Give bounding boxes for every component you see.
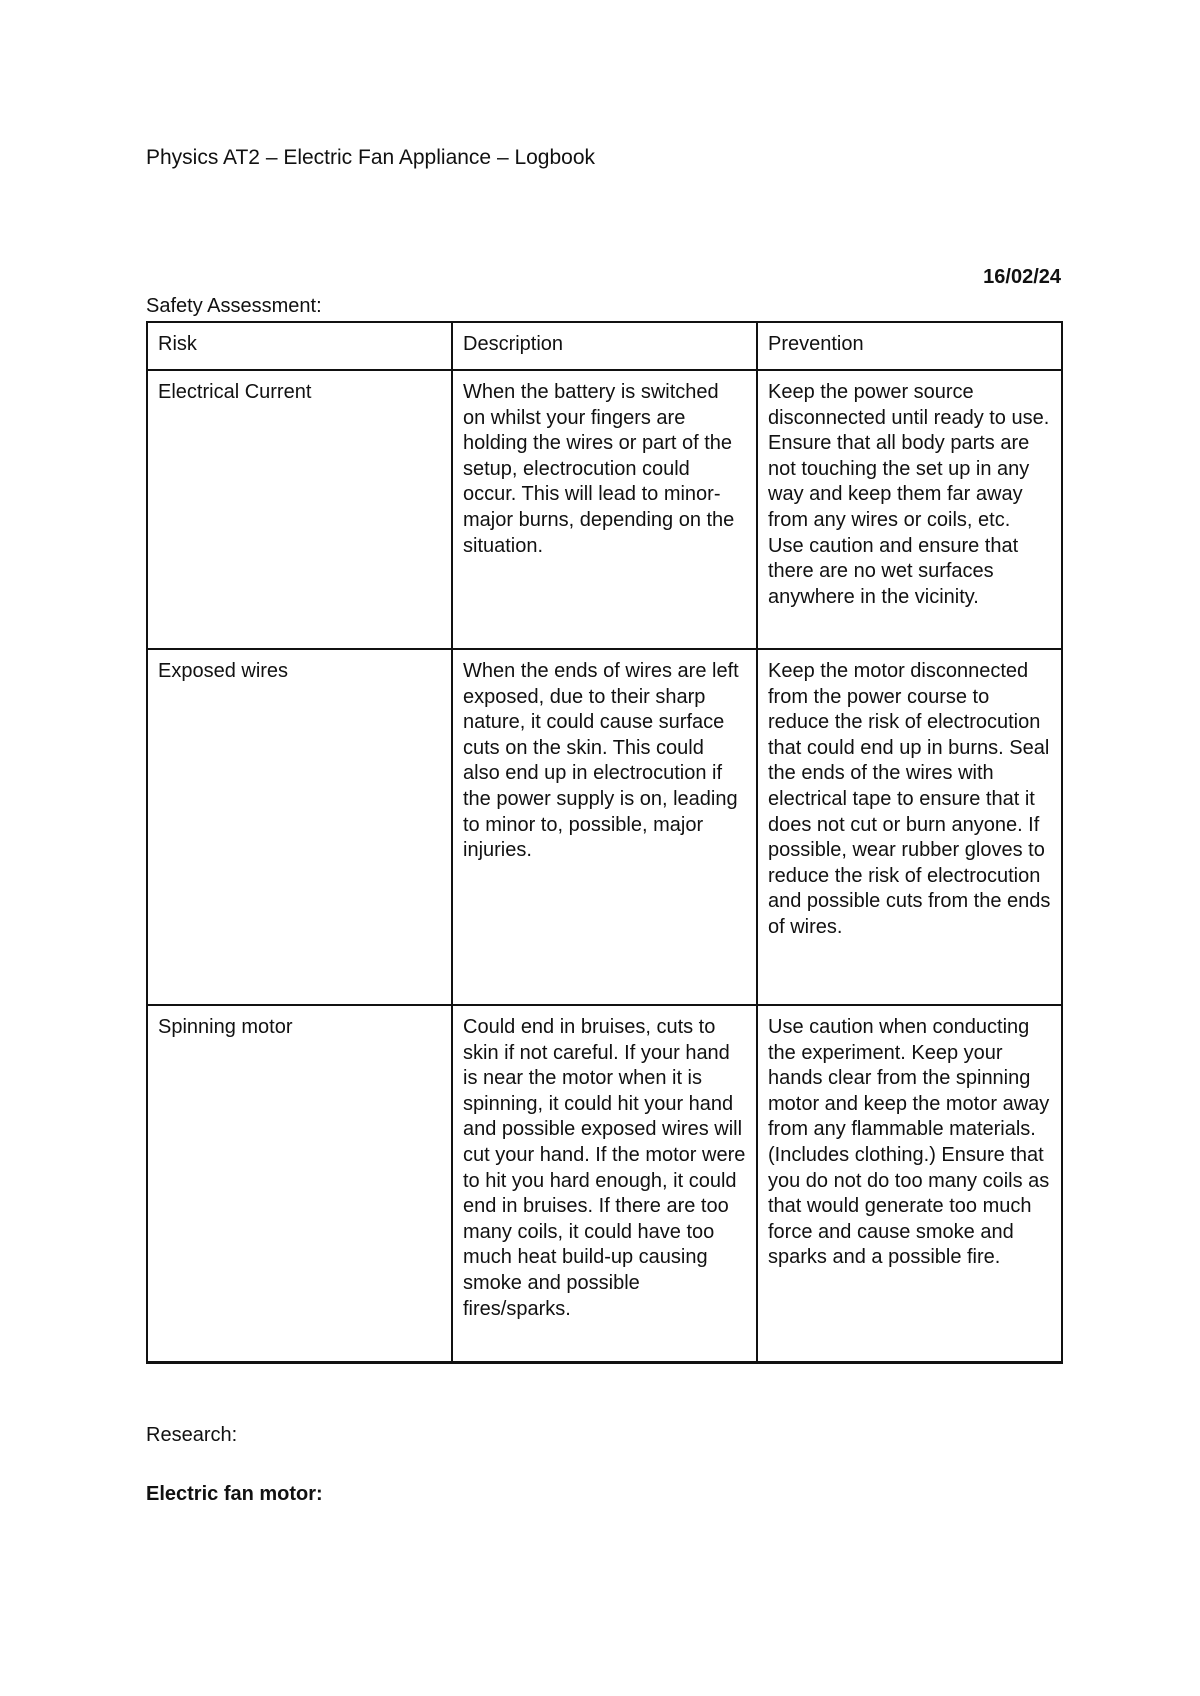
header-description: Description <box>452 322 757 370</box>
table-row <box>147 649 1062 1005</box>
header-prevention: Prevention <box>757 322 1062 370</box>
table-header-row <box>147 322 1062 370</box>
header-risk: Risk <box>147 322 452 370</box>
description-cell: When the ends of wires are left exposed, due to their sharp nature, it could cause surface cuts on the skin. This could also end up in electrocution if the power supply is on, leading to minor to, possible, major injuries. <box>452 649 757 1005</box>
risk-cell: Exposed wires <box>147 649 452 1005</box>
description-cell: Could end in bruises, cuts to skin if not careful. If your hand is near the motor when it is spinning, it could hit your hand and possible exposed wires will cut your hand. If the motor were to hit you hard enough, it could end in bruises. If there are too many coils, it could have too much heat build-up causing smoke and possible fires/sparks. <box>452 1005 757 1363</box>
table-row <box>147 370 1062 649</box>
table-row <box>147 1005 1062 1363</box>
risk-cell: Electrical Current <box>147 370 452 649</box>
prevention-cell: Keep the power source disconnected until ready to use. Ensure that all body parts are not touching the set up in any way and keep them far away from any wires or coils, etc. Use caution and ensure that there are no wet surfaces anywhere in the vicinity. <box>757 370 1062 649</box>
safety-assessment-label: Safety Assessment: <box>146 295 322 317</box>
prevention-cell: Use caution when conducting the experiment. Keep your hands clear from the spinning motor and keep the motor away from any flammable materials. (Includes clothing.) Ensure that you do not do too many coils as that would generate too much force and cause smoke and sparks and a possible fire. <box>757 1005 1062 1363</box>
research-heading: Electric fan motor: <box>146 1483 323 1505</box>
risk-cell: Spinning motor <box>147 1005 452 1363</box>
document-date: 16/02/24 <box>983 266 1061 288</box>
research-label: Research: <box>146 1424 238 1446</box>
description-cell: When the battery is switched on whilst your fingers are holding the wires or part of the setup, electrocution could occur. This will lead to minor-major burns, depending on the situation. <box>452 370 757 649</box>
document-title: Physics AT2 – Electric Fan Appliance – Logbook <box>146 146 596 169</box>
safety-assessment-table <box>146 321 1063 1364</box>
prevention-cell: Keep the motor disconnected from the power course to reduce the risk of electrocution that could end up in burns. Seal the ends of the wires with electrical tape to ensure that it does not cut or burn anyone. If possible, wear rubber gloves to reduce the risk of electrocution and possible cuts from the ends of wires. <box>757 649 1062 1005</box>
